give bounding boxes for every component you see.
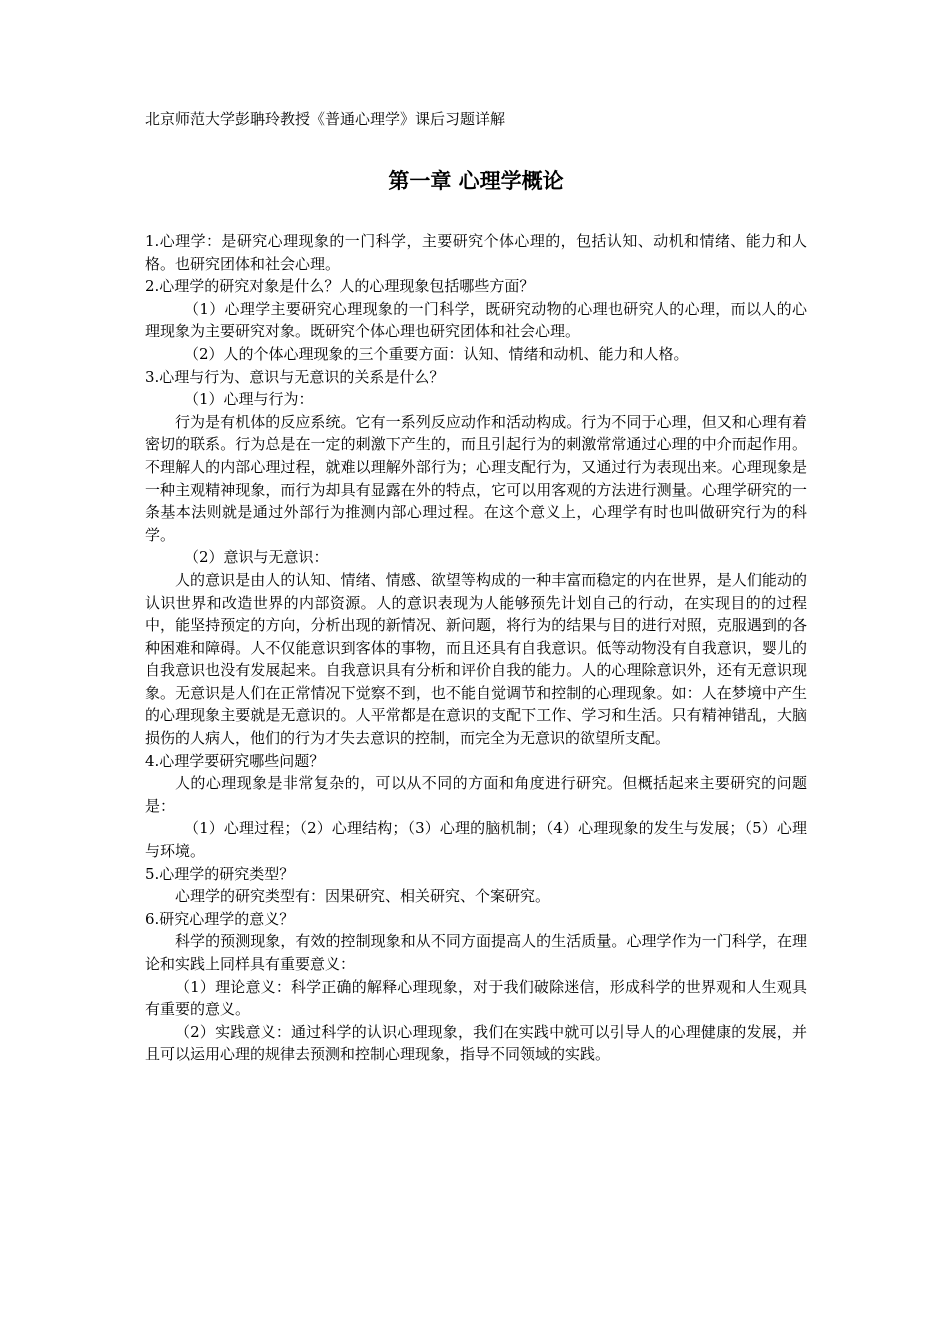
- question-3: 3.心理与行为、意识与无意识的关系是什么？: [145, 367, 445, 386]
- paragraph: （1）心理过程；（2）心理结构；（3）心理的脑机制；（4）心理现象的发生与发展；（5）心理与环境。: [145, 819, 807, 861]
- paragraph: 行为是有机体的反应系统。它有一系列反应动作和活动构成。行为不同于心理，但又和心理有着密切的联系。行为总是在一定的刺激下产生的，而且引起行为的刺激常常通过心理的中介而起作用。不理解人的内部心理过程，就难以理解外部行为；心理支配行为，又通过行为表现出来。心理现象是一种主观精神现象，而行为却具有显露在外的特点，它可以用客观的方法进行测量。心理学研究的一条基本法则就是通过外部行为推测内部心理过程。在这个意义上，心理学有时也叫做研究行为的科学。: [145, 412, 807, 544]
- paragraph: （1）理论意义：科学正确的解释心理现象，对于我们破除迷信，形成科学的世界观和人生观具有重要的意义。: [145, 977, 807, 1019]
- question-2: 2.心理学的研究对象是什么？人的心理现象包括哪些方面？: [145, 277, 535, 296]
- subheading: （2）意识与无意识：: [184, 548, 329, 567]
- question-6: 6.研究心理学的意义？: [145, 909, 295, 928]
- paragraph: 科学的预测现象，有效的控制现象和从不同方面提高人的生活质量。心理学作为一门科学，在理论和实践上同样具有重要意义：: [145, 932, 807, 973]
- question-5: 5.心理学的研究类型？: [145, 864, 295, 883]
- paragraph-definition: 1.心理学：是研究心理现象的一门科学，主要研究个体心理的，包括认知、动机和情绪、能力和人格。也研究团体和社会心理。: [145, 232, 807, 273]
- subheading: （1）心理与行为：: [184, 390, 314, 409]
- chapter-title: 第一章 心理学概论: [388, 169, 564, 193]
- document-header: 北京师范大学彭聃玲教授《普通心理学》课后习题详解: [145, 110, 506, 128]
- paragraph: （1）心理学主要研究心理现象的一门科学，既研究动物的心理也研究人的心理，而以人的心理现象为主要研究对象。既研究个体心理也研究团体和社会心理。: [145, 299, 807, 341]
- question-4: 4.心理学要研究哪些问题？: [145, 751, 325, 770]
- paragraph: 心理学的研究类型有：因果研究、相关研究、个案研究。: [175, 887, 551, 906]
- paragraph: 人的心理现象是非常复杂的，可以从不同的方面和角度进行研究。但概括起来主要研究的问题是：: [145, 774, 807, 815]
- document-page: [145, 108, 807, 1066]
- paragraph: 人的意识是由人的认知、情绪、情感、欲望等构成的一种丰富而稳定的内在世界，是人们能动的认识世界和改造世界的内部资源。人的意识表现为人能够预先计划自己的行动，在实现目的的过程中，能坚持预定的方向，分析出现的新情况、新问题，将行为的结果与目的进行对照，克服遇到的各种困难和障碍。人不仅能意识到客体的事物，而且还具有自我意识。低等动物没有自我意识，婴儿的自我意识也没有发展起来。自我意识具有分析和评价自我的能力。人的心理除意识外，还有无意识现象。无意识是人们在正常情况下觉察不到，也不能自觉调节和控制的心理现象。如：人在梦境中产生的心理现象主要就是无意识的。人平常都是在意识的支配下工作、学习和生活。只有精神错乱，大脑损伤的人病人，他们的行为才失去意识的控制，而完全为无意识的欲望所支配。: [145, 570, 807, 748]
- paragraph: （2）人的个体心理现象的三个重要方面：认知、情绪和动机、能力和人格。: [184, 344, 689, 363]
- paragraph: （2）实践意义：通过科学的认识心理现象，我们在实践中就可以引导人的心理健康的发展，并且可以运用心理的规律去预测和控制心理现象，指导不同领域的实践。: [145, 1022, 807, 1064]
